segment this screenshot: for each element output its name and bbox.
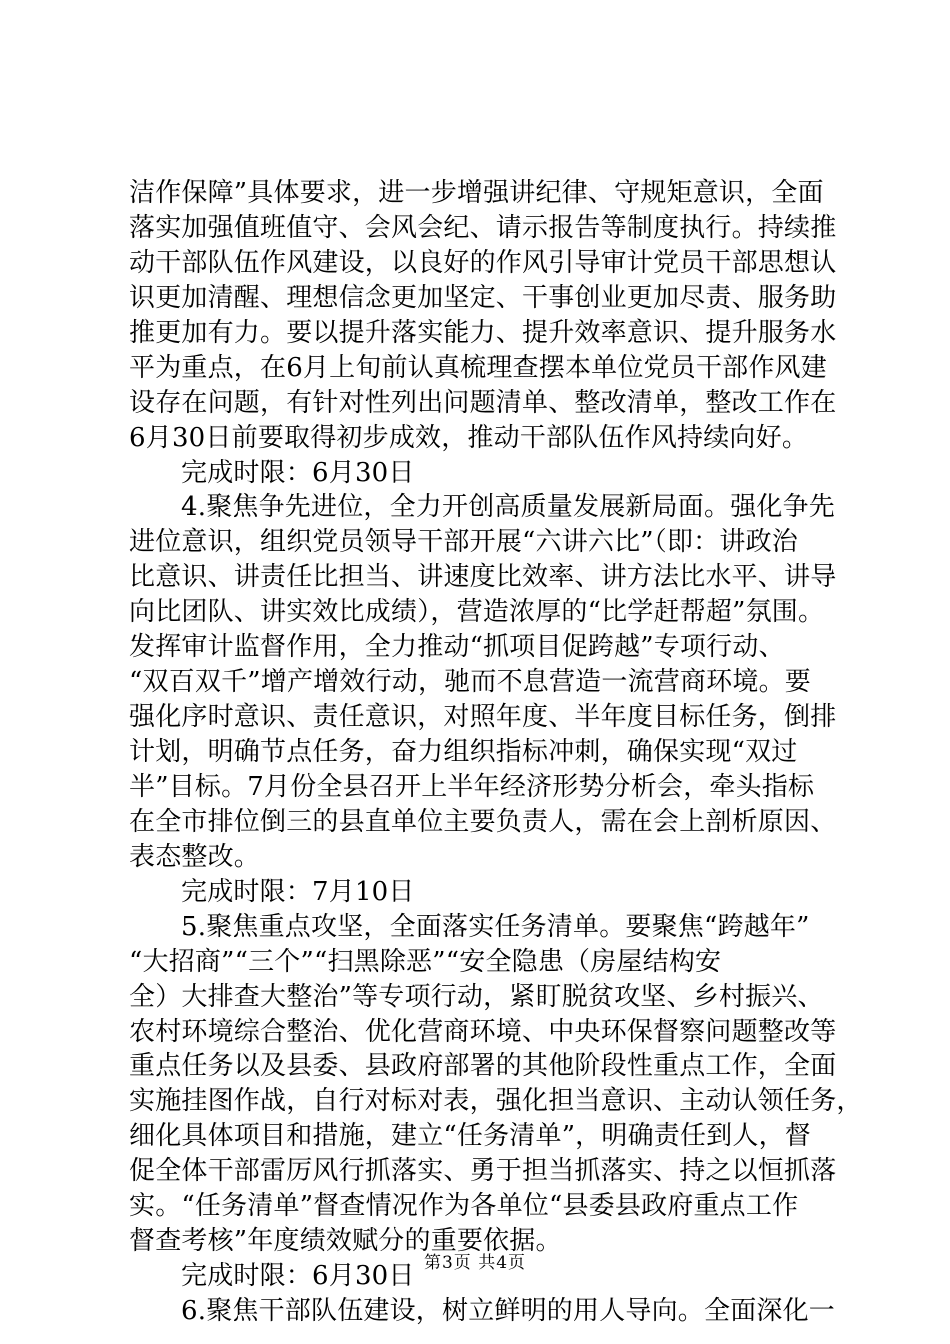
text-line: 识更加清醒、理想信念更加坚定、干事创业更加尽责、服务助 [129,282,837,313]
text-line: 设存在问题，有针对性列出问题清单、整改清单，整改工作在 [129,387,837,418]
text-line: 4.聚焦争先进位，全力开创高质量发展新局面。强化争先 [181,492,836,523]
text-line: 完成时限：7月10日 [181,876,415,907]
text-line: 半”目标。7月份全县召开上半年经济形势分析会，牵头指标 [129,771,815,802]
text-line: 完成时限：6月30日 [181,1261,415,1292]
text-line: 6.聚焦干部队伍建设，树立鲜明的用人导向。全面深化一 [181,1296,836,1326]
text-line: 促全体干部雷厉风行抓落实、勇于担当抓落实、持之以恒抓落 [129,1156,837,1187]
text-line: 实。“任务清单”督查情况作为各单位“县委县政府重点工作 [129,1191,799,1222]
text-line: 重点任务以及县委、县政府部署的其他阶段性重点工作，全面 [129,1051,837,1082]
text-line: 计划，明确节点任务，奋力组织指标冲刺，确保实现“双过 [129,737,798,767]
text-line: 落实加强值班值守、会风会纪、请示报告等制度执行。持续推 [129,212,837,243]
text-line: 进位意识，组织党员领导干部开展“六讲六比”（即：讲政治 [129,527,798,558]
text-line: 动干部队伍作风建设，以良好的作风引导审计党员干部思想认 [129,247,837,278]
text-line: 在全市排位倒三的县直单位主要负责人，需在会上剖析原因、 [129,806,837,837]
text-line: 向比团队、讲实效比成绩），营造浓厚的“比学赶帮超”氛围。 [129,597,825,628]
text-line: 农村环境综合整治、优化营商环境、中央环保督察问题整改等 [129,1016,837,1047]
text-line: 推更加有力。要以提升落实能力、提升效率意识、提升服务水 [129,317,837,348]
text-line: 督查考核”年度绩效赋分的重要依据。 [129,1226,562,1257]
text-line: 洁作保障”具体要求，进一步增强讲纪律、守规矩意识，全面 [129,178,824,208]
text-line: 强化序时意识、责任意识，对照年度、半年度目标任务，倒排 [129,702,837,733]
document-body [129,176,863,1329]
text-line: 细化具体项目和措施，建立“任务清单”，明确责任到人，督 [129,1121,811,1152]
text-line: “大招商”“三个”“扫黑除恶”“安全隐患（房屋结构安 [129,946,722,977]
text-line: 表态整改。 [129,841,261,872]
page-number-footer: 第3页 共4页 [423,1253,527,1273]
text-line: 5.聚焦重点攻坚，全面落实任务清单。要聚焦“跨越年” [181,911,810,942]
text-line: 完成时限：6月30日 [181,457,415,488]
text-line: 比意识、讲责任比担当、讲速度比效率、讲方法比水平、讲导 [129,562,837,593]
text-line: 实施挂图作战，自行对标对表，强化担当意识、主动认领任务， [129,1086,863,1117]
text-line: 平为重点，在6月上旬前认真梳理查摆本单位党员干部作风建 [129,352,827,383]
text-line: 发挥审计监督作用，全力推动“抓项目促跨越”专项行动、 [129,632,785,663]
text-line: 全）大排查大整治”等专项行动，紧盯脱贫攻坚、乡村振兴、 [129,981,824,1012]
text-line: 6月30日前要取得初步成效，推动干部队伍作风持续向好。 [129,422,809,453]
text-line: “双百双千”增产增效行动，驰而不息营造一流营商环境。要 [129,667,811,698]
